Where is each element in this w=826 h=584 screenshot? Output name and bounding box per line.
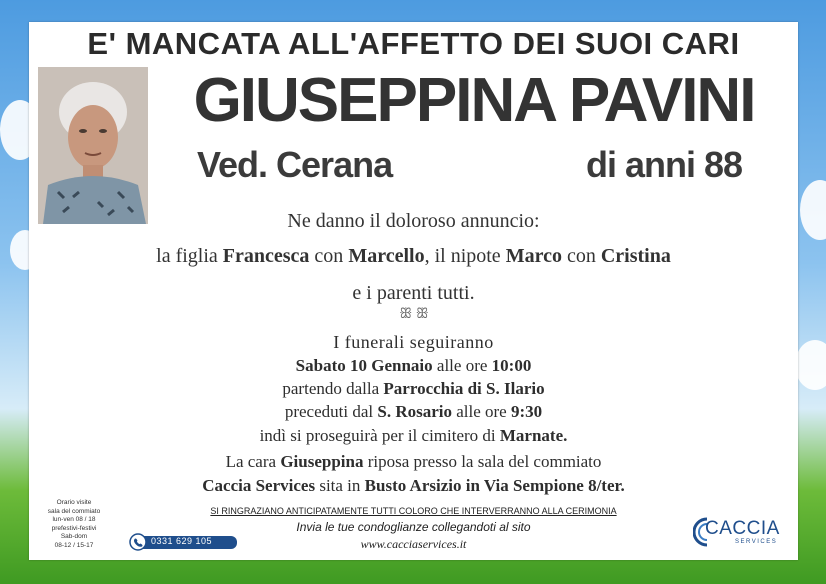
age: di anni 88 — [586, 144, 743, 185]
text-segment: indì si proseguirà per il cimitero di — [259, 426, 500, 445]
phone-number: 0331 629 105 — [151, 536, 213, 546]
funeral-title: I funerali seguiranno — [333, 332, 494, 352]
bold-segment: Marnate. — [499, 426, 568, 445]
bold-segment: Parrocchia di S. Ilario — [383, 379, 545, 398]
header-text: E' MANCATA ALL'AFFETTO DEI SUOI CARI — [87, 26, 740, 61]
phone-badge[interactable] — [129, 533, 239, 551]
bold-segment: Giuseppina — [280, 452, 364, 471]
deceased-name: GIUSEPPINA PAVINI — [193, 66, 755, 135]
logo-main-text: CACCIA — [705, 518, 780, 539]
widow-of: Ved. Cerana — [197, 144, 393, 185]
bold-segment: Caccia Services — [202, 476, 316, 495]
visiting-hours-line: 08-12 / 15-17 — [54, 541, 94, 549]
text-segment: sita in — [315, 476, 365, 495]
text-segment: , il nipote — [424, 245, 506, 267]
text-segment: partendo dalla — [282, 379, 384, 398]
text-segment: alle ore — [432, 356, 492, 375]
condolences-text: Invia le tue condoglianze collegandoti al sito — [296, 520, 531, 534]
funeral-line — [29, 356, 798, 376]
funeral-line — [29, 452, 798, 472]
visiting-hours-line: Sab-dom — [60, 533, 88, 540]
bold-segment: 9:30 — [510, 402, 543, 421]
bold-segment: S. Rosario — [377, 402, 452, 421]
visiting-hours-line: lun-ven 08 / 18 — [52, 516, 96, 523]
bold-segment: Marco — [505, 245, 562, 267]
bold-segment: 10:00 — [491, 356, 532, 375]
text-segment: preceduti dal — [284, 402, 378, 421]
portrait-photo — [38, 67, 148, 224]
bold-segment: Francesca — [222, 245, 310, 267]
funeral-line — [29, 476, 798, 496]
visiting-hours-line: prefestivi-festivi — [51, 524, 97, 532]
text-segment: con — [309, 245, 349, 267]
website-link[interactable]: www.cacciaservices.it — [360, 537, 467, 551]
visiting-hours-line: sala del commiato — [47, 507, 101, 515]
caccia-logo — [693, 515, 785, 549]
text-segment: la figlia — [156, 245, 223, 267]
funeral-line — [29, 426, 798, 446]
funeral-line — [29, 379, 798, 399]
family-line — [29, 245, 798, 268]
visiting-hours-line: Orario visite — [56, 499, 92, 506]
bold-segment: Busto Arsizio in Via Sempione 8/ter. — [364, 476, 625, 495]
text-segment: con — [561, 245, 601, 267]
bold-segment: Sabato 10 Gennaio — [295, 356, 433, 375]
ornament-icon: ꕥ ꕥ — [399, 307, 429, 322]
text-segment: La cara — [225, 452, 281, 471]
obituary-card — [29, 22, 798, 560]
thanks-text: SI RINGRAZIANO ANTICIPATAMENTE TUTTI COLORO CHE INTERVERRANNO ALLA CERIMONIA — [210, 506, 617, 516]
logo-sub-text: SERVICES — [735, 539, 778, 545]
announcement-intro: Ne danno il doloroso annuncio: — [287, 210, 540, 232]
bold-segment: Cristina — [600, 245, 671, 267]
text-segment: riposa presso la sala del commiato — [363, 452, 602, 471]
bold-segment: Marcello — [348, 245, 425, 267]
funeral-line — [29, 402, 798, 422]
text-segment: alle ore — [451, 402, 511, 421]
relatives-line: e i parenti tutti. — [352, 282, 475, 304]
